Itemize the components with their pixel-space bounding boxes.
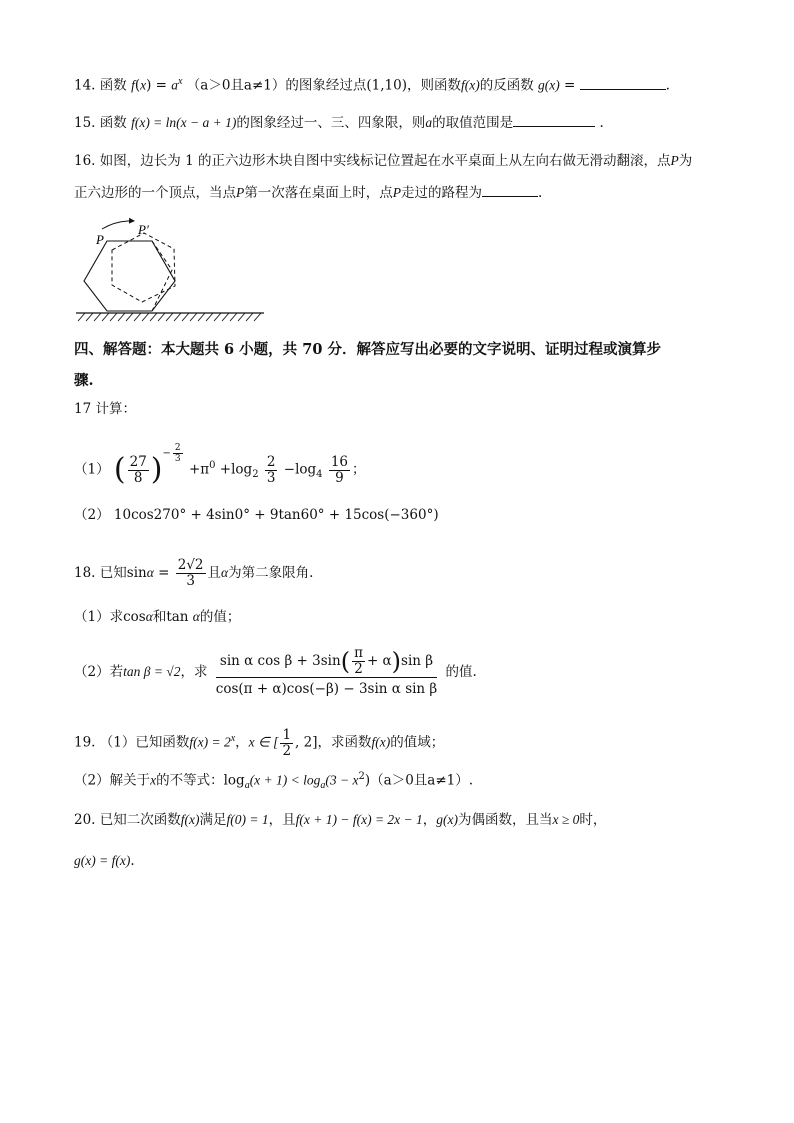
question-18-part1: （1）求cosα和tan α的值； (74, 609, 241, 625)
question-20-line2: g(x) = f(x). (74, 853, 135, 869)
hexagon-solid (84, 241, 175, 311)
question-17: 17 计算： (74, 401, 136, 417)
table-hatching (78, 313, 261, 321)
question-16-line1: 16. 如图，边长为 1 的正六边形木块自图中实线标记位置起在水平桌面上从左向右做无滑动翻滚，点P为 (74, 153, 693, 169)
question-19-part2: （2）解关于x的不等式：$\log_a(x + 1) < \log_a(3 - x^2)(a>0$且a≠1）. (74, 771, 474, 792)
question-17-part1: （1） ( $\frac{27}{8}$ )$^{- \frac{2}{3}}$ $+\pi^0 +\log_2$ $\frac{2}{3}$ $-\log_4$ $\frac{16}{9}$ ； (74, 442, 366, 487)
answer-blank[interactable] (580, 89, 666, 90)
label-P-prime: P′ (138, 222, 149, 237)
question-16-line2: 正六边形的一个顶点，当点P第一次落在桌面上时，点P走过的路程为 . (74, 185, 543, 201)
question-18-part2: （2）若tan β = √2，求 sin α cos β + 3sin( $\frac{\pi}{2}$ + α)sin β cos(π + α)cos(−β) − 3sin α sin β 的值. (74, 644, 477, 697)
question-18: 18. 已知sinα = $\frac{2√2}{3}$ 且α为第二象限角. (74, 557, 314, 589)
rotation-arrow (102, 221, 134, 229)
answer-blank[interactable] (482, 196, 538, 197)
question-14: 14. 函数 $f(x) = a^x$ （a＞0且a≠1）的图象经过点(1,10)，则函数f(x)的反函数 g(x) = . (74, 76, 670, 94)
label-P: P (96, 232, 104, 247)
question-15: 15. 函数 f(x) = ln(x − a + 1)的图象经过一、三、四象限，则a的取值范围是 . (74, 115, 604, 131)
hexagon-dashed-2 (134, 234, 176, 304)
section-4-heading: 四、解答题：本大题共 6 小题，共 70 分．解答应写出必要的文字说明、证明过程或演算步 骤. (74, 341, 661, 389)
hexagon-rolling-figure (72, 212, 272, 324)
hexagon-dashed (112, 233, 175, 302)
question-19-part1: 19. （1）已知函数$f(x) = 2^x$，x ∈ [ $\frac{1}{2}$ , 2]，求函数f(x)的值域； (74, 726, 445, 759)
question-17-part2: （2） 10cos270° + 4sin0° + 9tan60° + 15cos(−360°) (74, 507, 439, 523)
answer-blank[interactable] (513, 126, 595, 127)
question-20: 20. 已知二次函数f(x)满足f(0) = 1，且f(x + 1) − f(x) = 2x − 1，g(x)为偶函数，且当x ≥ 0时， (74, 812, 607, 828)
